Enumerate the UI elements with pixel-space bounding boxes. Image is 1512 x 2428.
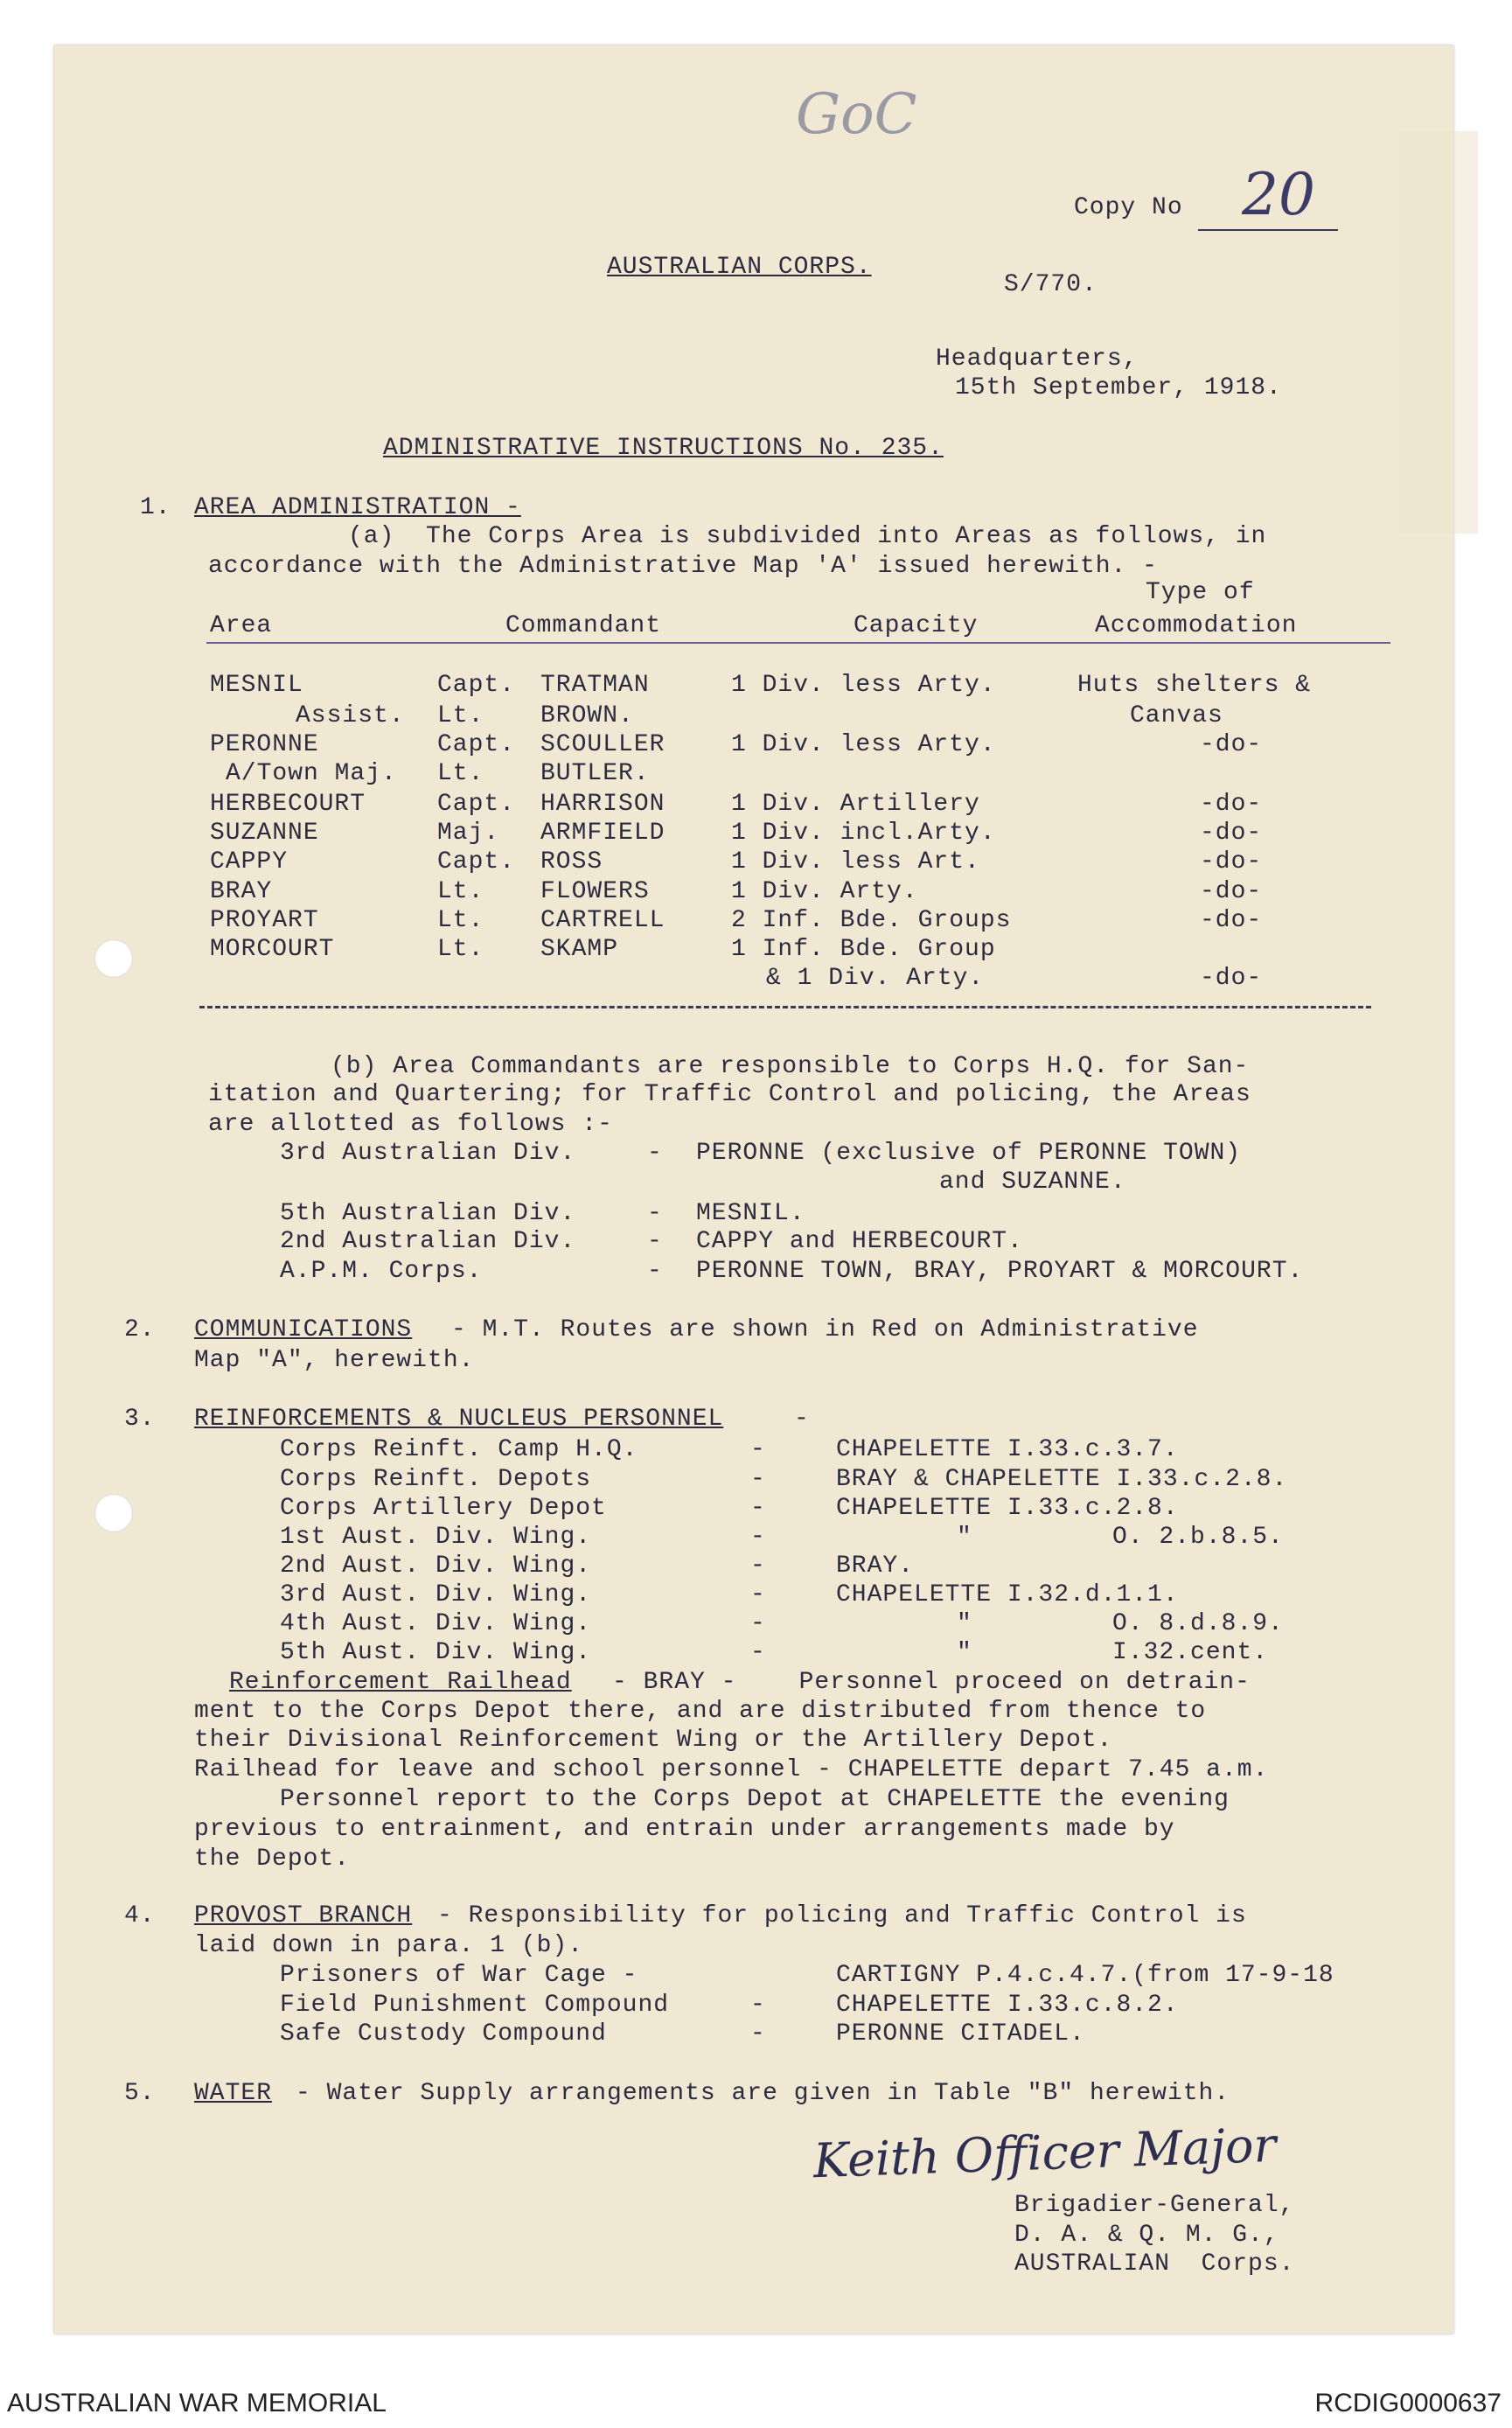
reinforcement-unit: 5th Aust. Div. Wing. [280, 1639, 592, 1666]
provost-facility: Prisoners of War Cage - [280, 1962, 638, 1989]
section1-heading: AREA ADMINISTRATION - [194, 494, 521, 521]
reinforcement-location: CHAPELETTE I.32.d.1.1. [836, 1581, 1179, 1608]
provost-dash: - [750, 2020, 766, 2048]
area-cell: A/Town Maj. [226, 760, 397, 787]
rank-cell: Capt. [437, 731, 516, 758]
capacity-cell: 1 Div. Arty. [731, 878, 918, 905]
rank-cell: Capt. [437, 791, 516, 818]
rank-cell: Lt. [437, 907, 484, 934]
area-cell: Assist. [296, 702, 405, 729]
section3-paragraph: previous to entrainment, and entrain under arrangements made by [194, 1816, 1175, 1843]
section1-intro: (a) The Corps Area is subdivided into Areas as follows, in [348, 523, 1267, 550]
reinforcement-location: " O. 2.b.8.5. [957, 1524, 1284, 1551]
rank-cell: Lt. [437, 702, 484, 729]
provost-facility: Safe Custody Compound [280, 2020, 607, 2048]
section1-intro: accordance with the Administrative Map 'A' issued herewith. - [208, 553, 1158, 580]
section4-text: - Responsibility for policing and Traffic Control is [437, 1902, 1247, 1929]
reinforcement-unit: 3rd Aust. Div. Wing. [280, 1581, 592, 1608]
capacity-cell: 2 Inf. Bde. Groups [731, 907, 1012, 934]
allotment-division: 5th Australian Div. [280, 1200, 576, 1227]
column-header-accommodation: Accommodation [1095, 612, 1298, 639]
punch-hole [94, 1494, 133, 1532]
railhead-label: Reinforcement Railhead [229, 1669, 572, 1696]
reinforcement-dash: - [750, 1436, 766, 1463]
rank-cell: Lt. [437, 878, 484, 905]
footer-item-id: RCDIG0000637 [1314, 2389, 1502, 2418]
section5-heading: WATER [194, 2080, 273, 2107]
allotment-dash: - [647, 1200, 663, 1227]
section2-text: Map "A", herewith. [194, 1347, 475, 1374]
commandant-cell: BROWN. [540, 702, 634, 729]
commandant-cell: HARRISON [540, 791, 665, 818]
section3-paragraph: ment to the Corps Depot there, and are distributed from thence to [194, 1698, 1207, 1725]
allotment-areas: MESNIL. [696, 1200, 805, 1227]
commandant-cell: FLOWERS [540, 878, 650, 905]
section4-number: 4. [124, 1902, 156, 1929]
punch-hole [94, 939, 133, 978]
gloc-annotation: GoC [796, 82, 917, 147]
section3-paragraph: Railhead for leave and school personnel - CHAPELETTE depart 7.45 a.m. [194, 1756, 1269, 1783]
area-cell: CAPPY [210, 848, 289, 876]
area-cell: HERBECOURT [210, 791, 366, 818]
corps-title: AUSTRALIAN CORPS. [607, 254, 872, 281]
allotment-areas: CAPPY and HERBECOURT. [696, 1228, 1023, 1255]
accommodation-cell: -do- [1200, 878, 1263, 905]
section5-number: 5. [124, 2080, 156, 2107]
section3-paragraph: the Depot. [194, 1845, 351, 1873]
accommodation-cell: -do- [1200, 791, 1263, 818]
footer-source: AUSTRALIAN WAR MEMORIAL [7, 2389, 387, 2418]
capacity-cell: 1 Inf. Bde. Group [731, 936, 996, 963]
capacity-cell: 1 Div. Artillery [731, 791, 980, 818]
rank-cell: Maj. [437, 820, 500, 847]
accommodation-cell: Huts shelters & [1077, 672, 1312, 699]
commandant-cell: TRATMAN [540, 672, 650, 699]
signature-title: D. A. & Q. M. G., [1014, 2222, 1279, 2249]
reinforcement-location: BRAY. [836, 1552, 915, 1580]
section1-b: are allotted as follows :- [208, 1111, 613, 1138]
copy-number-line [1198, 229, 1338, 231]
allotment-dash: - [647, 1228, 663, 1255]
section2-heading: COMMUNICATIONS [194, 1316, 413, 1343]
rank-cell: Lt. [437, 936, 484, 963]
capacity-cell: 1 Div. less Arty. [731, 672, 996, 699]
reinforcement-dash: - [750, 1639, 766, 1666]
area-cell: MORCOURT [210, 936, 335, 963]
section5-text: - Water Supply arrangements are given in Table "B" herewith. [296, 2080, 1230, 2107]
section1-b: (b) Area Commandants are responsible to Corps H.Q. for San- [331, 1053, 1250, 1080]
railhead-text: - BRAY - Personnel proceed on detrain- [612, 1669, 1251, 1696]
section4-text: laid down in para. 1 (b). [194, 1932, 584, 1959]
table-end-rule [199, 1006, 1371, 1008]
reinforcement-location: " O. 8.d.8.9. [957, 1610, 1284, 1637]
column-header-area: Area [210, 612, 273, 639]
commandant-cell: ROSS [540, 848, 603, 876]
commandant-cell: BUTLER. [540, 760, 650, 787]
capacity-cell: & 1 Div. Arty. [766, 965, 985, 992]
signature-title: Brigadier-General, [1014, 2192, 1295, 2219]
area-cell: PERONNE [210, 731, 319, 758]
document-title: ADMINISTRATIVE INSTRUCTIONS No. 235. [383, 435, 944, 462]
commandant-cell: SCOULLER [540, 731, 665, 758]
section3-paragraph: their Divisional Reinforcement Wing or the Artillery Depot. [194, 1727, 1113, 1754]
provost-dash: - [750, 1992, 766, 2019]
capacity-cell: 1 Div. less Art. [731, 848, 980, 876]
commandant-cell: SKAMP [540, 936, 619, 963]
allotment-dash: - [647, 1258, 663, 1285]
reinforcement-unit: 1st Aust. Div. Wing. [280, 1524, 592, 1551]
allotment-division: A.P.M. Corps. [280, 1258, 483, 1285]
commandant-cell: CARTRELL [540, 907, 665, 934]
reinforcement-dash: - [750, 1466, 766, 1493]
reference-number: S/770. [1004, 271, 1097, 298]
section1-number: 1. [140, 494, 171, 521]
reinforcement-unit: 2nd Aust. Div. Wing. [280, 1552, 592, 1580]
accommodation-cell: Canvas [1130, 702, 1223, 729]
allotment-dash: - [647, 1140, 663, 1167]
area-cell: SUZANNE [210, 820, 319, 847]
accommodation-cell: -do- [1200, 848, 1263, 876]
reinforcement-unit: 4th Aust. Div. Wing. [280, 1610, 592, 1637]
column-header-capacity: Capacity [854, 612, 979, 639]
document-date: 15th September, 1918. [955, 374, 1282, 401]
accommodation-cell: -do- [1200, 965, 1263, 992]
section3-heading: REINFORCEMENTS & NUCLEUS PERSONNEL [194, 1406, 724, 1433]
section1-b: itation and Quartering; for Traffic Control and policing, the Areas [208, 1081, 1251, 1108]
section2-number: 2. [124, 1316, 156, 1343]
allotment-areas: PERONNE TOWN, BRAY, PROYART & MORCOURT. [696, 1258, 1304, 1285]
reinforcement-dash: - [750, 1552, 766, 1580]
reinforcement-dash: - [750, 1524, 766, 1551]
provost-location: CARTIGNY P.4.c.4.7.(from 17-9-18 [836, 1962, 1334, 1989]
accommodation-cell: -do- [1200, 731, 1263, 758]
show-through-sheet [1399, 131, 1478, 534]
provost-location: PERONNE CITADEL. [836, 2020, 1085, 2048]
reinforcement-unit: Corps Reinft. Depots [280, 1466, 592, 1493]
capacity-cell: 1 Div. incl.Arty. [731, 820, 996, 847]
area-cell: MESNIL [210, 672, 303, 699]
reinforcement-unit: Corps Artillery Depot [280, 1495, 607, 1522]
rank-cell: Capt. [437, 672, 516, 699]
provost-location: CHAPELETTE I.33.c.8.2. [836, 1992, 1179, 2019]
area-cell: PROYART [210, 907, 319, 934]
reinforcement-location: CHAPELETTE I.33.c.2.8. [836, 1495, 1179, 1522]
section2-text: - M.T. Routes are shown in Red on Administrative [451, 1316, 1199, 1343]
rank-cell: Lt. [437, 760, 484, 787]
handwritten-signature: Keith Officer Major [812, 2117, 1278, 2189]
table-header-rule [206, 642, 1390, 644]
section3-paragraph: Personnel report to the Corps Depot at CHAPELETTE the evening [280, 1786, 1230, 1813]
reinforcement-dash: - [750, 1610, 766, 1637]
provost-facility: Field Punishment Compound [280, 1992, 670, 2019]
copy-number: 20 [1242, 161, 1315, 228]
column-header-commandant: Commandant [505, 612, 662, 639]
allotment-division: 3rd Australian Div. [280, 1140, 576, 1167]
section4-heading: PROVOST BRANCH [194, 1902, 413, 1929]
commandant-cell: ARMFIELD [540, 820, 665, 847]
reinforcement-location: " I.32.cent. [957, 1639, 1269, 1666]
accommodation-cell: -do- [1200, 820, 1263, 847]
section3-heading-dash: - [794, 1406, 810, 1433]
signature-title: AUSTRALIAN Corps. [1014, 2250, 1295, 2278]
copy-label: Copy No [1074, 194, 1183, 221]
area-cell: BRAY [210, 878, 273, 905]
type-of-header: Type of [1146, 579, 1255, 606]
reinforcement-location: BRAY & CHAPELETTE I.33.c.2.8. [836, 1466, 1288, 1493]
hq-line: Headquarters, [936, 345, 1139, 373]
reinforcement-dash: - [750, 1495, 766, 1522]
rank-cell: Capt. [437, 848, 516, 876]
allotment-areas: PERONNE (exclusive of PERONNE TOWN) [696, 1140, 1242, 1167]
reinforcement-location: CHAPELETTE I.33.c.3.7. [836, 1436, 1179, 1463]
section3-number: 3. [124, 1406, 156, 1433]
reinforcement-unit: Corps Reinft. Camp H.Q. [280, 1436, 638, 1463]
capacity-cell: 1 Div. less Arty. [731, 731, 996, 758]
allotment-areas: and SUZANNE. [939, 1169, 1126, 1196]
accommodation-cell: -do- [1200, 907, 1263, 934]
allotment-division: 2nd Australian Div. [280, 1228, 576, 1255]
reinforcement-dash: - [750, 1581, 766, 1608]
